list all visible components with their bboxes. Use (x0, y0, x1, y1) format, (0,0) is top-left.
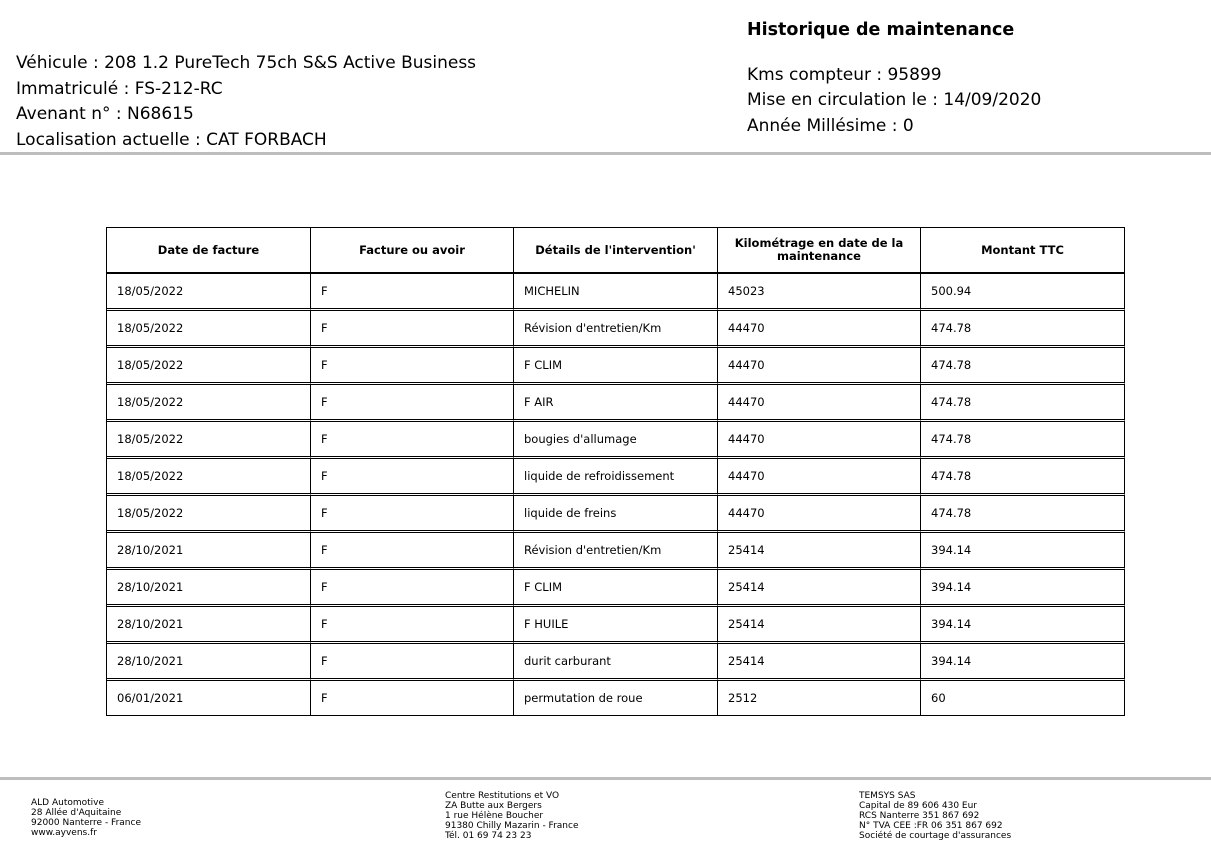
table-row (107, 570, 1125, 607)
invoice-date-cell: 18/05/2022 (107, 422, 311, 459)
registration-date-line: Mise en circulation le : 14/09/2020 (747, 90, 1042, 110)
intervention-detail-cell: F CLIM (514, 348, 718, 385)
footer-line: Tél. 01 69 74 23 23 (445, 831, 532, 841)
footer-line: 1 rue Hélène Boucher (445, 811, 544, 821)
intervention-detail-cell: F CLIM (514, 570, 718, 607)
invoice-type-cell: F (311, 422, 514, 459)
amount-cell: 60 (921, 681, 1125, 716)
column-header: Montant TTC (921, 228, 1125, 274)
invoice-date-cell: 18/05/2022 (107, 496, 311, 533)
footer-line: 91380 Chilly Mazarin - France (445, 821, 579, 831)
invoice-type-cell: F (311, 274, 514, 311)
invoice-type-cell: F (311, 570, 514, 607)
invoice-type-cell: F (311, 311, 514, 348)
mileage-cell: 44470 (718, 348, 921, 385)
invoice-type-cell: F (311, 681, 514, 716)
amount-cell: 394.14 (921, 533, 1125, 570)
footer-divider (0, 777, 1211, 780)
mileage-cell: 25414 (718, 644, 921, 681)
intervention-detail-cell: liquide de refroidissement (514, 459, 718, 496)
table-row (107, 274, 1125, 311)
footer-line: RCS Nanterre 351 867 692 (859, 811, 980, 821)
amount-cell: 500.94 (921, 274, 1125, 311)
amount-cell: 474.78 (921, 348, 1125, 385)
invoice-date-cell: 28/10/2021 (107, 570, 311, 607)
column-header: Kilométrage en date de la maintenance (718, 228, 921, 274)
mileage-cell: 44470 (718, 459, 921, 496)
model-year-line: Année Millésime : 0 (747, 115, 914, 136)
invoice-type-cell: F (311, 607, 514, 644)
table-row (107, 644, 1125, 681)
table-row (107, 459, 1125, 496)
page-title: Historique de maintenance (747, 20, 1015, 40)
invoice-type-cell: F (311, 348, 514, 385)
intervention-detail-cell: permutation de roue (514, 681, 718, 716)
table-row (107, 681, 1125, 716)
footer-line: Capital de 89 606 430 Eur (859, 801, 978, 811)
invoice-type-cell: F (311, 644, 514, 681)
vehicle-line: Véhicule : 208 1.2 PureTech 75ch S&S Active Business (16, 53, 477, 73)
amount-cell: 394.14 (921, 607, 1125, 644)
invoice-date-cell: 28/10/2021 (107, 607, 311, 644)
amount-cell: 474.78 (921, 496, 1125, 533)
mileage-cell: 25414 (718, 533, 921, 570)
amount-cell: 474.78 (921, 422, 1125, 459)
amount-cell: 474.78 (921, 459, 1125, 496)
table-row (107, 348, 1125, 385)
intervention-detail-cell: durit carburant (514, 644, 718, 681)
mileage-cell: 25414 (718, 570, 921, 607)
footer-line: www.ayvens.fr (31, 828, 97, 838)
table-row (107, 496, 1125, 533)
footer-line: ALD Automotive (31, 798, 105, 808)
column-header: Détails de l'intervention' (514, 228, 718, 274)
mileage-cell: 45023 (718, 274, 921, 311)
location-line: Localisation actuelle : CAT FORBACH (16, 129, 327, 150)
invoice-type-cell: F (311, 459, 514, 496)
table-header-row (107, 228, 1125, 274)
invoice-date-cell: 18/05/2022 (107, 459, 311, 496)
table-row (107, 607, 1125, 644)
invoice-type-cell: F (311, 385, 514, 422)
invoice-date-cell: 28/10/2021 (107, 644, 311, 681)
amount-cell: 394.14 (921, 570, 1125, 607)
footer-line: Société de courtage d'assurances (859, 831, 1012, 841)
amount-cell: 474.78 (921, 311, 1125, 348)
invoice-date-cell: 06/01/2021 (107, 681, 311, 716)
mileage-cell: 44470 (718, 385, 921, 422)
header-divider (0, 152, 1211, 155)
amendment-line: Avenant n° : N68615 (16, 104, 194, 124)
column-header: Date de facture (107, 228, 311, 274)
footer-broker (859, 791, 1011, 841)
intervention-detail-cell: MICHELIN (514, 274, 718, 311)
invoice-date-cell: 18/05/2022 (107, 274, 311, 311)
footer-line: Centre Restitutions et VO (445, 791, 560, 801)
invoice-date-cell: 28/10/2021 (107, 533, 311, 570)
footer-line: N° TVA CEE :FR 06 351 867 692 (859, 821, 1003, 831)
column-header: Facture ou avoir (311, 228, 514, 274)
odometer-line: Kms compteur : 95899 (747, 64, 942, 85)
footer-line: ZA Butte aux Bergers (445, 801, 542, 811)
footer-line: 28 Allée d'Aquitaine (31, 808, 122, 818)
vehicle-info (16, 51, 476, 153)
invoice-type-cell: F (311, 496, 514, 533)
intervention-detail-cell: F HUILE (514, 607, 718, 644)
invoice-date-cell: 18/05/2022 (107, 311, 311, 348)
maintenance-table (106, 227, 1125, 716)
footer-line: TEMSYS SAS (859, 791, 916, 801)
footer-returns-center (445, 791, 579, 841)
intervention-detail-cell: bougies d'allumage (514, 422, 718, 459)
amount-cell: 394.14 (921, 644, 1125, 681)
invoice-type-cell: F (311, 533, 514, 570)
amount-cell: 474.78 (921, 385, 1125, 422)
table-row (107, 533, 1125, 570)
intervention-detail-cell: F AIR (514, 385, 718, 422)
table-row (107, 422, 1125, 459)
mileage-cell: 44470 (718, 311, 921, 348)
invoice-date-cell: 18/05/2022 (107, 385, 311, 422)
mileage-cell: 44470 (718, 496, 921, 533)
invoice-date-cell: 18/05/2022 (107, 348, 311, 385)
intervention-detail-cell: Révision d'entretien/Km (514, 533, 718, 570)
footer-line: 92000 Nanterre - France (31, 818, 141, 828)
intervention-detail-cell: liquide de freins (514, 496, 718, 533)
table-row (107, 311, 1125, 348)
maintenance-summary (747, 18, 1041, 139)
table-row (107, 385, 1125, 422)
footer-company (31, 798, 141, 838)
mileage-cell: 25414 (718, 607, 921, 644)
intervention-detail-cell: Révision d'entretien/Km (514, 311, 718, 348)
mileage-cell: 44470 (718, 422, 921, 459)
mileage-cell: 2512 (718, 681, 921, 716)
registration-line: Immatriculé : FS-212-RC (16, 78, 223, 99)
